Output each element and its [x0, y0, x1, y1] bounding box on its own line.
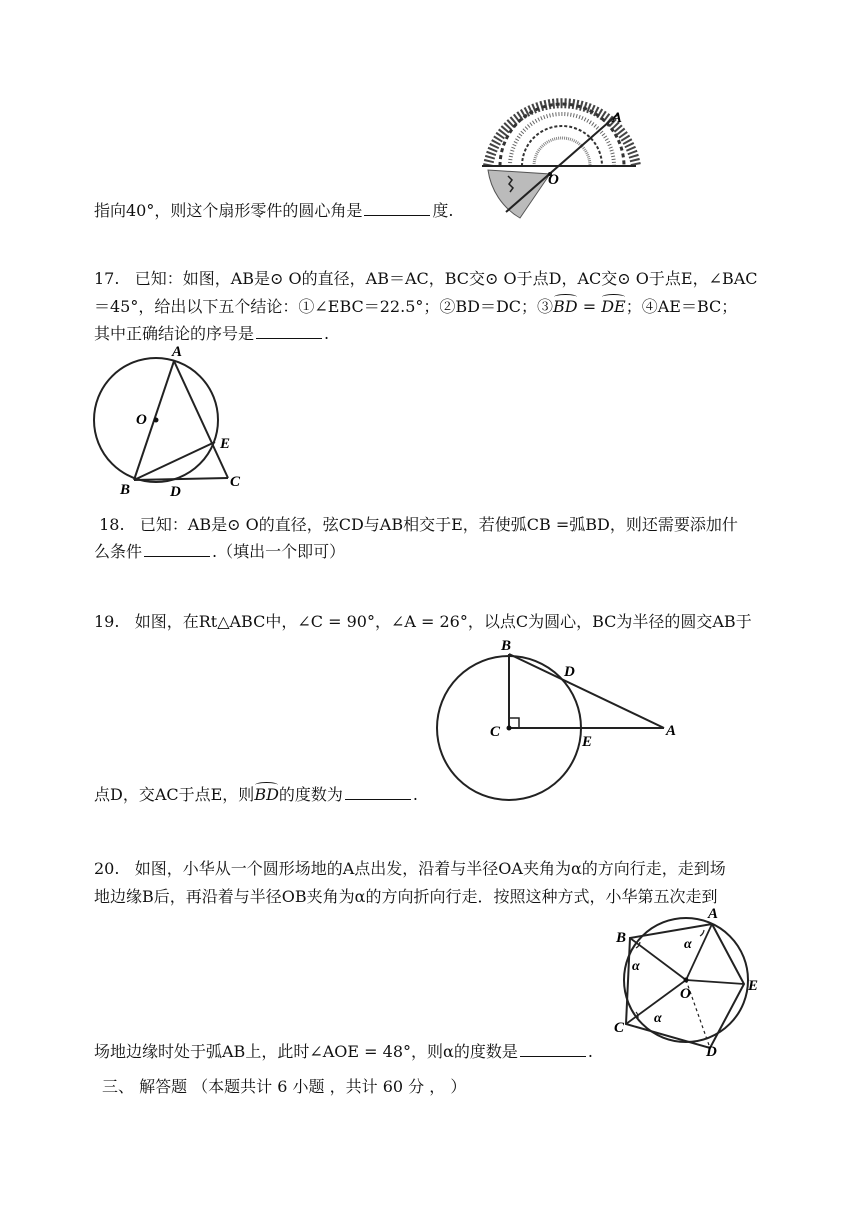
q20-label-C: C — [614, 1020, 625, 1036]
q17-label-O: O — [136, 412, 147, 428]
q20-line3-end: . — [587, 1042, 593, 1061]
q19-label-E: E — [582, 734, 593, 750]
q20-line3 — [94, 1041, 593, 1063]
q19-line1 — [94, 611, 752, 633]
q19-line1-text: 如图，在Rt△ABC中，∠C = 90°，∠A = 26°，以点C为圆心，BC为半径的圆交AB于 — [134, 612, 752, 631]
q18-line2-end: .（填出一个即可） — [212, 542, 346, 561]
q16-label-A: A — [612, 110, 623, 126]
q17-label-D: D — [170, 484, 181, 500]
q19-circle-figure — [430, 634, 690, 804]
q20-number: 20. — [94, 859, 120, 878]
q20-line1-text: 如图，小华从一个圆形场地的A点出发，沿着与半径OA夹角为α的方向行走，走到场 — [134, 859, 726, 878]
answer-blank — [144, 542, 210, 557]
q19-line2 — [94, 784, 418, 806]
q20-label-A: A — [708, 906, 719, 922]
answer-blank — [345, 785, 411, 800]
q18-line2-text: 么条件 — [94, 542, 143, 561]
q17-equals: = — [577, 297, 602, 316]
q19-label-D: D — [564, 664, 575, 680]
q16-protractor-figure — [478, 92, 638, 222]
q17-line1-text: 已知：如图，AB是⊙ O的直径，AB＝AC，BC交⊙ O于点D，AC交⊙ O于点E，∠BAC — [134, 269, 758, 288]
q18-line1 — [94, 514, 738, 536]
answer-blank — [256, 324, 322, 339]
q18-line2 — [94, 541, 345, 563]
q17-line1 — [94, 268, 758, 290]
section-heading — [102, 1076, 466, 1098]
answer-blank — [364, 201, 430, 216]
q19-number: 19. — [94, 612, 120, 631]
q20-label-O: O — [680, 986, 691, 1002]
q19-label-A: A — [666, 723, 677, 739]
q17-line2 — [94, 296, 737, 318]
q20-line2-text: 地边缘B后，再沿着与半径OB夹角为α的方向折向行走．按照这种方式，小华第五次走到 — [94, 887, 718, 906]
q17-label-C: C — [230, 474, 241, 490]
q20-circle-figure — [608, 900, 768, 1060]
q18-number: 18. — [99, 515, 125, 534]
q17-arc-de: DE — [601, 297, 626, 316]
q20-label-B: B — [616, 930, 627, 946]
q16-tail-text: 指向40°，则这个扇形零件的圆心角是 — [94, 201, 363, 220]
q16-tail-end: 度. — [432, 201, 454, 220]
q17-line2-text: ＝45°，给出以下五个结论：①∠EBC＝22.5°；②BD＝DC；③ — [94, 297, 554, 316]
q17-label-A: A — [172, 344, 183, 360]
q17-label-B: B — [120, 482, 131, 498]
q16-label-O: O — [548, 172, 559, 188]
q20-alpha-1: α — [684, 937, 692, 952]
q17-line3-end: . — [324, 324, 330, 343]
q17-line3-text: 其中正确结论的序号是 — [94, 324, 255, 343]
q19-label-B: B — [501, 638, 512, 654]
q18-line1-text: 已知：AB是⊙ O的直径，弦CD与AB相交于E，若使弧CB =弧BD，则还需要添加什 — [139, 515, 738, 534]
q19-arc-bd: BD — [254, 785, 279, 804]
q20-label-D: D — [706, 1044, 717, 1060]
q19-line2-mid: 的度数为 — [278, 785, 343, 804]
q17-label-E: E — [220, 436, 231, 452]
answer-blank — [520, 1042, 586, 1057]
q19-label-C: C — [490, 724, 501, 740]
q19-line2-text: 点D，交AC于点E，则 — [94, 785, 255, 804]
section-3-heading: 三、 解答题 （本题共计 6 小题 ，共计 60 分 ， ） — [102, 1077, 467, 1096]
q17-arc-bd: BD — [553, 297, 578, 316]
q20-alpha-3: α — [654, 1011, 662, 1026]
q20-line3-text: 场地边缘时处于弧AB上，此时∠AOE = 48°，则α的度数是 — [94, 1042, 518, 1061]
q20-line1 — [94, 858, 726, 880]
q16-text — [94, 200, 453, 222]
q17-circle-figure — [88, 340, 258, 500]
q20-alpha-2: α — [632, 959, 640, 974]
q17-line2-end: ；④AE＝BC； — [625, 297, 738, 316]
q19-line2-end: . — [412, 785, 419, 804]
q17-number: 17. — [94, 269, 120, 288]
q20-label-E: E — [748, 978, 759, 994]
